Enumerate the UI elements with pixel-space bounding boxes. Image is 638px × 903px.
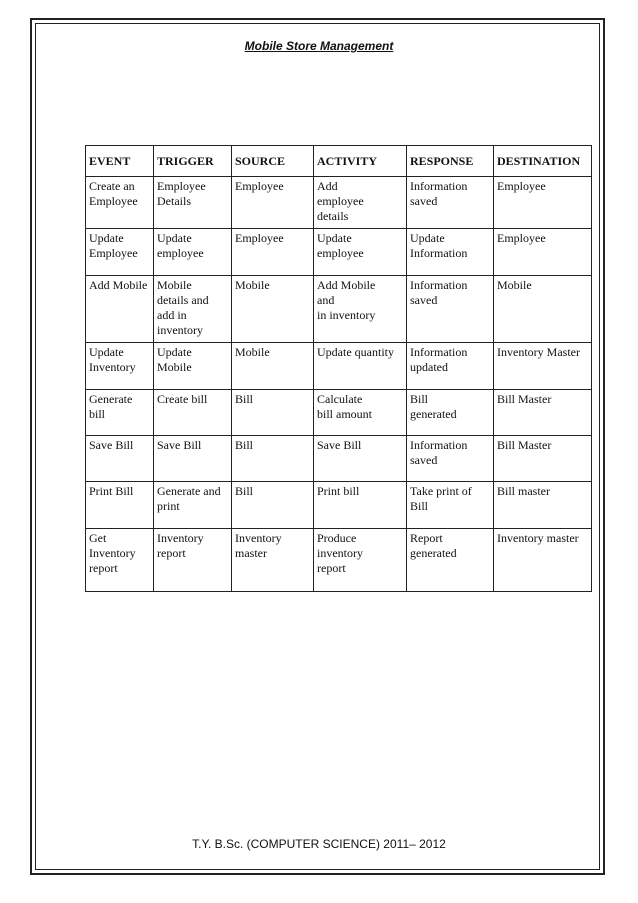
table-cell: Take print of Bill: [407, 482, 494, 529]
column-header-source: SOURCE: [232, 146, 314, 177]
table-cell: Print Bill: [86, 482, 154, 529]
table-cell: Update Employee: [86, 229, 154, 276]
table-cell: Employee: [494, 229, 592, 276]
table-cell: Information saved: [407, 177, 494, 229]
table-cell: Employee: [232, 229, 314, 276]
table-header-row: [86, 146, 592, 177]
table-row: [86, 343, 592, 390]
table-cell: Inventory master: [494, 529, 592, 592]
column-header-destination: DESTINATION: [494, 146, 592, 177]
table-cell: Save Bill: [154, 436, 232, 482]
table-cell: Add employee details: [314, 177, 407, 229]
table-cell: Bill Master: [494, 390, 592, 436]
table-row: [86, 229, 592, 276]
table-cell: Generate bill: [86, 390, 154, 436]
table-cell: Bill Master: [494, 436, 592, 482]
table-cell: Update employee: [314, 229, 407, 276]
table-cell: Mobile details and add in inventory: [154, 276, 232, 343]
table-cell: Save Bill: [86, 436, 154, 482]
table-row: [86, 390, 592, 436]
table-cell: Update Information: [407, 229, 494, 276]
table-cell: Bill master: [494, 482, 592, 529]
table-cell: Bill: [232, 482, 314, 529]
table-cell: Add Mobile: [86, 276, 154, 343]
table-cell: Produce inventory report: [314, 529, 407, 592]
table-cell: Mobile: [232, 343, 314, 390]
table-cell: Update quantity: [314, 343, 407, 390]
table-cell: Report generated: [407, 529, 494, 592]
table-cell: Inventory master: [232, 529, 314, 592]
column-header-response: RESPONSE: [407, 146, 494, 177]
table-cell: Update employee: [154, 229, 232, 276]
table-row: [86, 276, 592, 343]
table-cell: Generate and print: [154, 482, 232, 529]
column-header-trigger: TRIGGER: [154, 146, 232, 177]
table-cell: Add Mobile and in inventory: [314, 276, 407, 343]
table-cell: Mobile: [232, 276, 314, 343]
table-cell: Information saved: [407, 276, 494, 343]
table-cell: Information saved: [407, 436, 494, 482]
table-cell: Bill: [232, 390, 314, 436]
table-row: [86, 436, 592, 482]
table-cell: Mobile: [494, 276, 592, 343]
table-cell: Calculate bill amount: [314, 390, 407, 436]
table-cell: Employee Details: [154, 177, 232, 229]
table-cell: Create an Employee: [86, 177, 154, 229]
event-table: [85, 145, 592, 592]
column-header-event: EVENT: [86, 146, 154, 177]
table-row: [86, 177, 592, 229]
table-cell: Bill generated: [407, 390, 494, 436]
table-cell: Bill: [232, 436, 314, 482]
column-header-activity: ACTIVITY: [314, 146, 407, 177]
table-cell: Information updated: [407, 343, 494, 390]
page-footer: T.Y. B.Sc. (COMPUTER SCIENCE) 2011– 2012: [192, 837, 446, 851]
table-cell: Create bill: [154, 390, 232, 436]
table-cell: Get Inventory report: [86, 529, 154, 592]
table-cell: Inventory report: [154, 529, 232, 592]
page-header-title: Mobile Store Management: [244, 39, 394, 53]
table-row: [86, 482, 592, 529]
table-cell: Employee: [494, 177, 592, 229]
table-cell: Print bill: [314, 482, 407, 529]
table-cell: Update Inventory: [86, 343, 154, 390]
table-cell: Employee: [232, 177, 314, 229]
table-cell: Save Bill: [314, 436, 407, 482]
table-cell: Update Mobile: [154, 343, 232, 390]
table-cell: Inventory Master: [494, 343, 592, 390]
table-row: [86, 529, 592, 592]
